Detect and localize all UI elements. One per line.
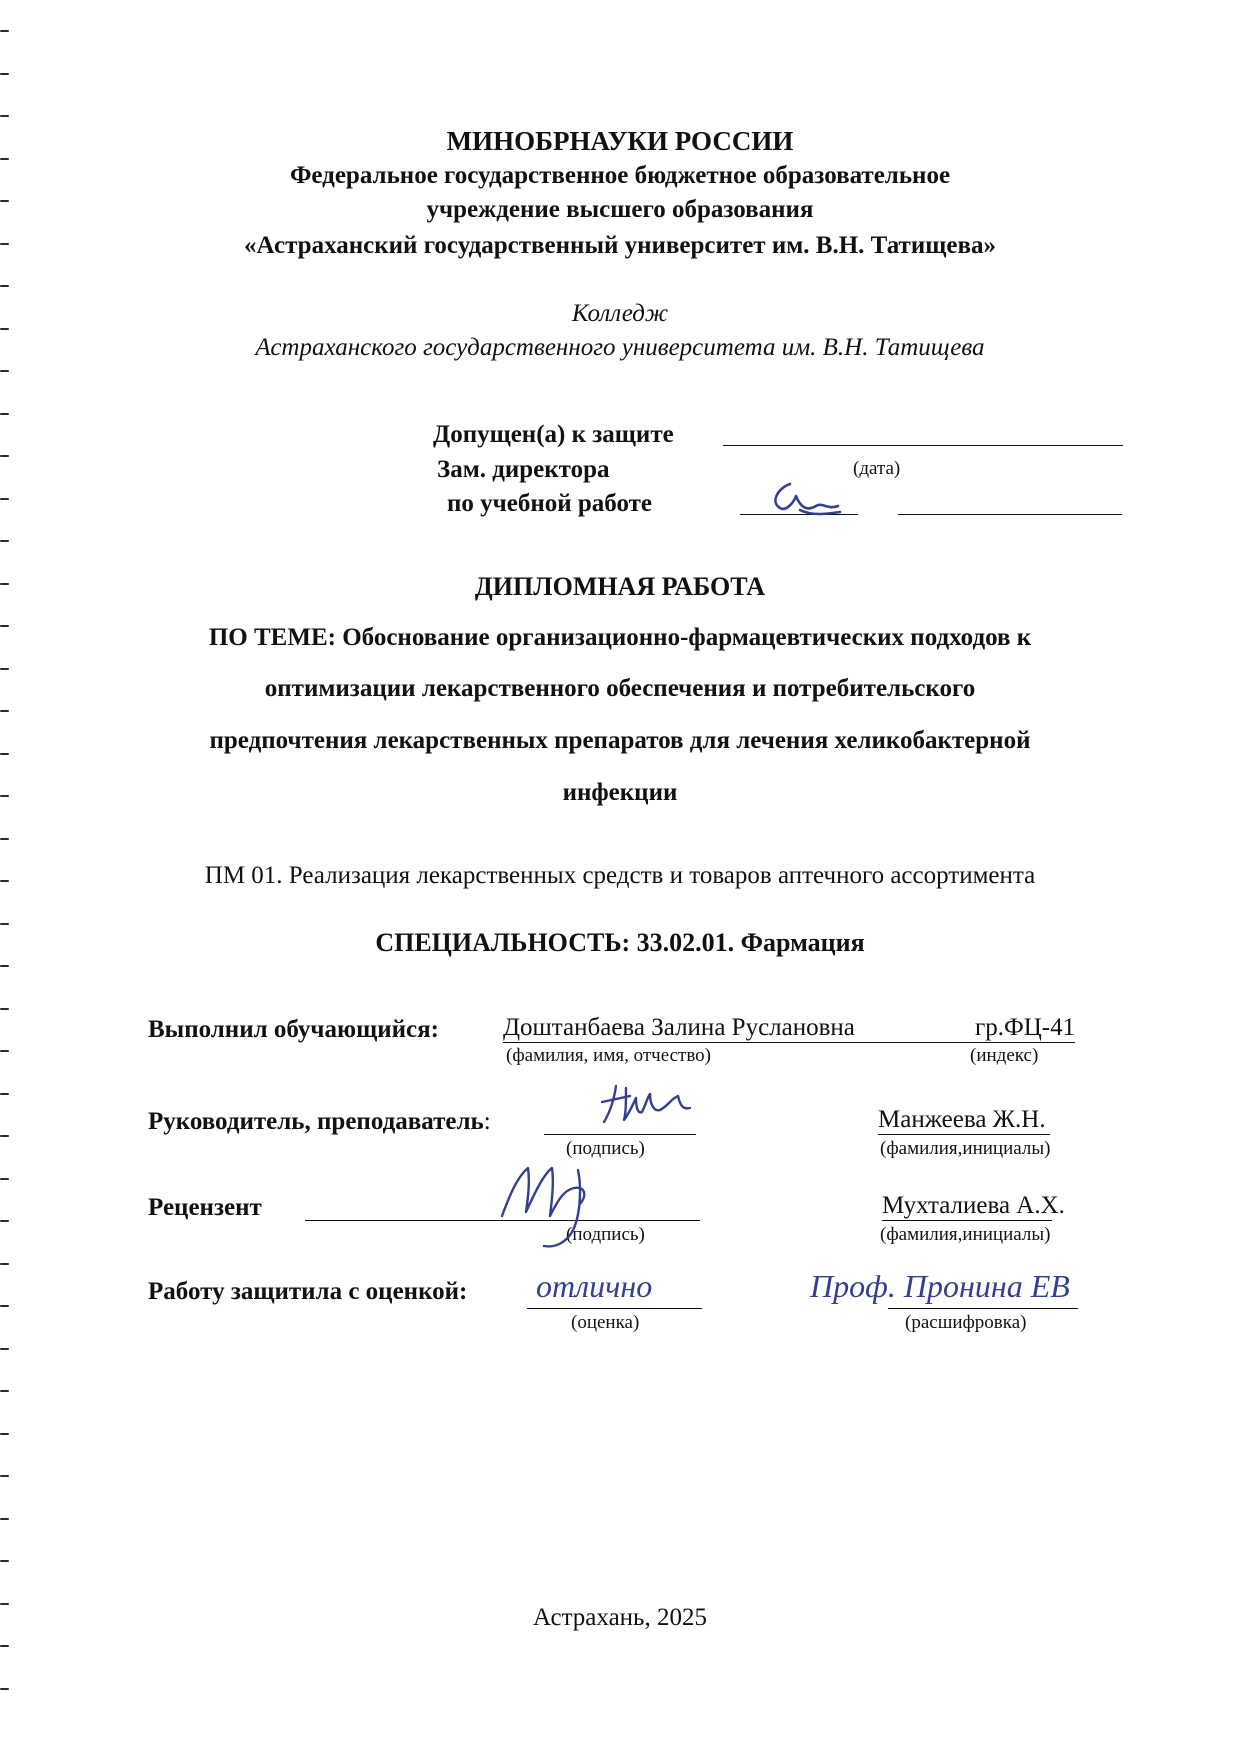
binding-mark: [0, 838, 9, 840]
date-caption: (дата): [853, 458, 901, 479]
binding-mark: [0, 285, 9, 287]
thesis-topic-line4: инфекции: [562, 779, 678, 806]
grade-line: [527, 1308, 702, 1309]
reviewer-signature: [494, 1160, 604, 1252]
admitted-date-line: [723, 445, 1123, 446]
supervisor-name-line: [878, 1134, 1050, 1135]
thesis-topic-line1: ПО ТЕМЕ: Обоснование организационно-фармацевтических подходов к: [208, 624, 1032, 651]
supervisor-signature: [596, 1082, 706, 1134]
binding-mark: [0, 1263, 9, 1265]
reviewer-name: Мухталиева А.Х.: [882, 1192, 1065, 1219]
binding-mark: [0, 1645, 9, 1647]
reviewer-name-line: [882, 1220, 1052, 1221]
reviewer-signature-caption: (подпись): [566, 1224, 645, 1245]
supervisor-name-caption: (фамилия,инициалы): [880, 1138, 1051, 1159]
admitted-label: Допущен(а) к защите: [433, 421, 674, 448]
examiner-line: [888, 1308, 1078, 1309]
binding-mark: [0, 370, 9, 372]
binding-mark: [0, 1093, 9, 1095]
supervisor-label: [148, 1108, 491, 1136]
author-group: гр.ФЦ-41: [975, 1014, 1076, 1041]
binding-mark: [0, 1688, 9, 1690]
author-group-caption: (индекс): [970, 1045, 1039, 1066]
academic-work-label: по учебной работе: [447, 490, 653, 517]
binding-mark: [0, 1560, 9, 1562]
binding-mark: [0, 73, 9, 75]
supervisor-colon: :: [483, 1108, 491, 1135]
deputy-director-label: Зам. директора: [437, 456, 610, 483]
college-line2: Астраханского государственного университета им. В.Н. Татищева: [255, 334, 985, 361]
binding-mark: [0, 1348, 9, 1350]
binding-mark: [0, 1518, 9, 1520]
binding-mark: [0, 668, 9, 670]
specialty: СПЕЦИАЛЬНОСТЬ: 33.02.01. Фармация: [375, 928, 865, 957]
binding-mark: [0, 115, 9, 117]
thesis-topic-line3: предпочтения лекарственных препаратов для лечения хеликобактерной: [209, 727, 1031, 754]
author-label: Выполнил обучающийся:: [148, 1016, 439, 1043]
binding-mark: [0, 455, 9, 457]
supervisor-signature-caption: (подпись): [566, 1138, 645, 1159]
defense-label: Работу защитила с оценкой:: [148, 1278, 468, 1305]
city-year: Астрахань, 2025: [533, 1604, 707, 1631]
institution-line1: Федеральное государственное бюджетное образовательное: [289, 162, 951, 189]
binding-mark: [0, 540, 9, 542]
binding-mark: [0, 498, 9, 500]
institution-line2: учреждение высшего образования: [426, 196, 814, 223]
binding-mark: [0, 923, 9, 925]
binding-mark: [0, 1433, 9, 1435]
author-line: [503, 1042, 1075, 1043]
reviewer-name-caption: (фамилия,инициалы): [880, 1224, 1051, 1245]
binding-mark: [0, 1475, 9, 1477]
supervisor-label-text: Руководитель, преподаватель: [148, 1108, 484, 1135]
reviewer-label: Рецензент: [148, 1194, 262, 1221]
author-name-caption: (фамилия, имя, отчество): [506, 1045, 712, 1066]
binding-mark: [0, 1008, 9, 1010]
binding-mark: [0, 1178, 9, 1180]
binding-mark: [0, 158, 9, 160]
binding-mark: [0, 1305, 9, 1307]
author-name: Доштанбаева Залина Руслановна: [503, 1014, 855, 1041]
binding-mark: [0, 30, 9, 32]
binding-mark: [0, 1220, 9, 1222]
binding-mark: [0, 710, 9, 712]
professional-module: ПМ 01. Реализация лекарственных средств и товаров аптечного ассортимента: [204, 862, 1036, 889]
university-name: «Астраханский государственный университет им. В.Н. Татищева»: [244, 232, 996, 259]
grade-caption: (оценка): [571, 1312, 640, 1333]
ministry-heading: МИНОБРНАУКИ РОССИИ: [446, 126, 794, 156]
binding-mark: [0, 1390, 9, 1392]
binding-mark: [0, 1050, 9, 1052]
thesis-type: ДИПЛОМНАЯ РАБОТА: [474, 572, 766, 601]
binding-mark: [0, 965, 9, 967]
college-line1: Колледж: [571, 300, 669, 327]
supervisor-name: Манжеева Ж.Н.: [878, 1106, 1046, 1133]
binding-mark: [0, 413, 9, 415]
binding-mark: [0, 1135, 9, 1137]
deputy-signature: [760, 476, 850, 526]
deputy-date-line: [898, 514, 1122, 515]
examiner-caption: (расшифровка): [905, 1312, 1027, 1333]
supervisor-signature-line: [544, 1134, 696, 1135]
examiner-handwritten: Проф. Пронина ЕВ: [810, 1268, 1070, 1304]
grade-handwritten: отлично: [536, 1268, 653, 1304]
thesis-topic-line2: оптимизации лекарственного обеспечения и потребительского: [264, 675, 976, 702]
